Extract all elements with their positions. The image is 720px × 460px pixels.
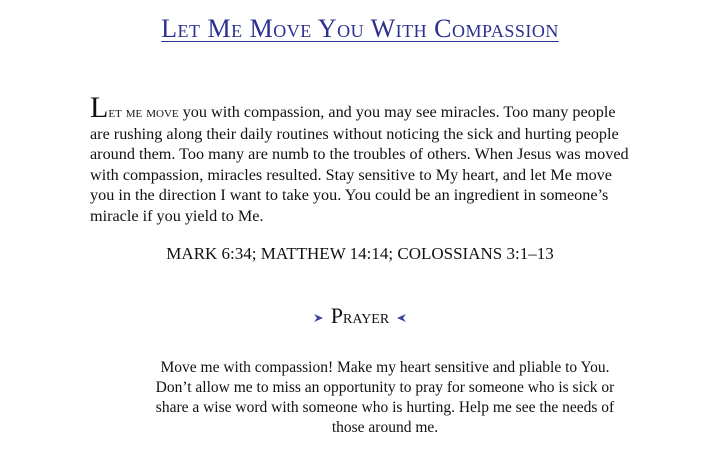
devotional-body <box>90 91 630 226</box>
prayer-text: Move me with compassion! Make my heart sensitive and pliable to You. Don’t allow me to miss an opportunity to pray for someone who is sick or share a wise word with someone who is hurting. Help me see the needs of those around me. <box>155 359 615 436</box>
prayer-heading-initial: P <box>330 303 344 328</box>
body-text: you with compassion, and you may see miracles. Too many people are rushing along their daily routines without noticing the sick and hurting people around them. Too many are numb to the troubles of others. When Jesus was moved with compassion, miracles resulted. Stay sensitive to My heart, and let Me move you in the direction I want to take you. You could be an ingredient in someone’s miracle if you yield to Me. <box>90 103 629 225</box>
page-title: Let Me Move You With Compassion <box>161 14 559 43</box>
drop-cap: L <box>90 91 109 124</box>
prayer-heading-rest: rayer <box>343 306 390 328</box>
right-pointing-ornament-icon <box>312 311 326 325</box>
prayer-heading <box>0 303 720 329</box>
lead-in-text: et me move <box>108 104 179 121</box>
scripture-references: MARK 6:34; MATTHEW 14:14; COLOSSIANS 3:1–13 <box>166 244 554 263</box>
left-pointing-ornament-icon <box>394 311 408 325</box>
